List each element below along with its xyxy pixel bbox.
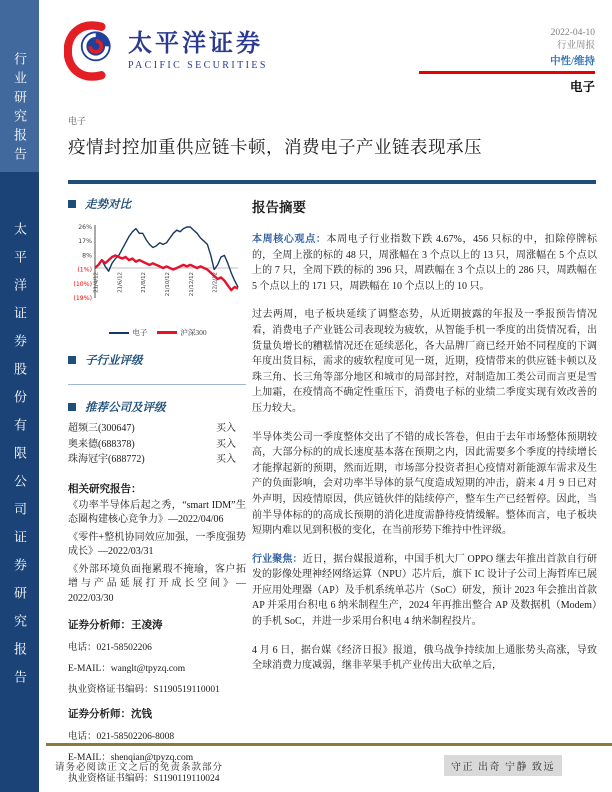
svg-text:21/10/12: 21/10/12: [165, 272, 171, 297]
brand-name-cn: 太平洋证券: [128, 31, 263, 57]
header-meta: [375, 27, 595, 95]
sidebar-bottom-band: [0, 172, 39, 792]
section-bullet-icon: [68, 403, 76, 411]
analyst-email: E-MAIL：wanglt@tpyzq.com: [68, 664, 186, 674]
company-rating: 买入: [216, 454, 236, 465]
logo-text: [128, 31, 268, 71]
industry-rating: 中性/维持: [550, 56, 595, 67]
recommended-companies: [68, 421, 246, 468]
svg-text:22/2/12: 22/2/12: [212, 272, 219, 293]
analyst-email: E-MAIL：shenqian@tpyzq.com: [68, 753, 194, 763]
legend-electronics-label: 电子: [132, 328, 148, 337]
svg-text:21/12/12: 21/12/12: [188, 272, 195, 297]
svg-text:21/6/12: 21/6/12: [117, 272, 124, 293]
summary-paragraph-3: 半导体类公司一季度整体交出了不错的成长答卷，但由于去年市场整体预期较高，大部分标的的成长速度基本落在预期之内，因此需要多个季度的持续增长才能撑起新的预期，然而近期，市场部分投资者担心疫情对新能源车需求及生产的负面影响，会对功率半导体的景气度造成短期的冲击，蔚来 4 月 9 日已对外声明，因疫情原因，供应链伙伴的陆续停产，整车生产已经暂停。因此，当前半导体标的的高成长预期的消化进度需静待疫情缓解。整体而言，电子板块短期内难以见到积极的变化，在当前形势下维持中性评级。: [252, 431, 597, 537]
analyst-cert: 执业资格证书编码：S1190519110001: [68, 685, 220, 695]
svg-text:(1%): (1%): [77, 266, 92, 274]
summary-paragraph-2: 过去两周，电子板块延续了调整态势，从近期披露的年报及一季报预告情况看，消费电子产业链公司表现较为疲软，从智能手机一季度的出货情况看，出货量负增长的糟糕情况还在延续恶化，各大品牌厂商已经开始不同程度的下调年度出货目标，需求的疲软程度可见一斑，近期，疫情带来的供应链卡顿以及珠三角、长三角等部分地区和城市的局部封控，对制造加工类公司而言更是雪上加霜，在疫情高不确定性重压下，消费电子标的业绩二季度实现有效改善的压力较大。: [252, 309, 597, 414]
companies-title: 推荐公司及评级: [85, 402, 166, 414]
trend-section-header: [68, 196, 246, 212]
page-title: 疫情封控加重供应链卡顿，消费电子产业链表现承压: [68, 137, 482, 157]
trend-chart-wrap: [70, 222, 246, 338]
legend-hs300-line-icon: [157, 331, 177, 334]
company-name: 珠海冠宇(688772): [68, 454, 145, 465]
related-report-item: 《外部环境负面拖累瑕不掩瑜，客户拓增与产品延展打开成长空间》—2022/03/30: [68, 563, 246, 604]
svg-text:21/8/12: 21/8/12: [141, 272, 148, 293]
weekly-view-lead: 本周核心观点：: [252, 234, 327, 245]
analyst-cert: 执业资格证书编码：S1190119110024: [68, 774, 220, 784]
summary-panel: [252, 196, 597, 687]
legend-hs300-label: 沪深300: [180, 328, 207, 337]
analyst-block: [68, 617, 246, 695]
footer-motto: 守正 出奇 宁静 致远: [444, 755, 562, 776]
company-rating: 买入: [216, 438, 236, 450]
weekly-view-text: 本周电子行业指数下跌 4.67%，456 只标的中，扣除停牌标的，全周上涨的标的 48 只，周涨幅在 3 个点以上的 13 只，周涨幅在 5 个点以上的 7 只，全周下跌的标的 396 只，周跌幅在 3 个点以上的 286 只，周跌幅在 5 个点以上的 171 只，周跌幅在 10 个点以上的 10 只。: [252, 234, 598, 292]
sub-industry-title: 子行业评级: [85, 355, 143, 367]
title-divider: [68, 180, 596, 184]
related-reports-title: 相关研究报告：: [68, 483, 142, 495]
chart-legend: [70, 327, 246, 338]
svg-text:8%: 8%: [82, 252, 92, 260]
svg-text:21/4/12: 21/4/12: [93, 272, 100, 293]
svg-text:(10%): (10%): [73, 280, 92, 288]
analyst-phone: 电话：021-58502206-8008: [68, 732, 175, 742]
logo-swirl-icon: [64, 20, 120, 82]
company-name: 超频三(300647): [68, 423, 135, 434]
sidebar-report-type-label: 行业研究报告: [12, 52, 27, 166]
analyst-name: 证券分析师：王凌涛: [68, 620, 163, 631]
report-date: 2022-04-10: [550, 28, 595, 38]
company-rating: 买入: [216, 423, 236, 434]
company-name: 奥来德(688378): [68, 438, 135, 450]
brand-name-en: PACIFIC SECURITIES: [128, 60, 268, 71]
analyst-phone: 电话：021-58502206: [68, 643, 152, 653]
footer-disclaimer: 请务必阅读正文之后的免责条款部分: [55, 763, 224, 773]
trend-comparison-chart: [70, 222, 242, 320]
industry-focus-text: 近日，据台媒报道称，中国手机大厂 OPPO 继去年推出首款自行研发的影像处理神经网络运算（NPU）芯片后，旗下 IC 设计子公司上海哲库已展开应用处理器（AP）及手机系统单芯片（SoC）研发，预计 2023 年会推出首款 AP 并采用台积电 6 纳米制程生产，2024 年再推出整合 AP 及数据机（Modem）的手机 SoC，并进一步采用台积电 4 纳米制程投片。: [252, 553, 598, 628]
industry-focus-lead: 行业聚焦：: [252, 553, 303, 565]
trend-section-title: 走势对比: [85, 199, 131, 211]
summary-title: 报告摘要: [252, 200, 306, 215]
pacific-securities-logo: [64, 20, 268, 82]
company-row: [68, 452, 246, 468]
svg-text:26%: 26%: [78, 224, 92, 231]
companies-section-header: [68, 399, 246, 415]
section-bullet-icon: [68, 200, 76, 208]
company-row: [68, 437, 246, 453]
sidebar: [0, 0, 39, 792]
sidebar-company-label: 太平洋证券股份有限公司证券研究报告: [12, 222, 27, 698]
legend-electronics-line-icon: [109, 332, 129, 334]
sidebar-top-band: [0, 0, 39, 172]
svg-text:17%: 17%: [78, 238, 92, 246]
related-report-item: 《功率半导体后起之秀，“smart IDM”生态圈构建核心竞争力》—2022/04/06: [68, 499, 246, 525]
svg-text:(19%): (19%): [73, 295, 92, 302]
section-bullet-icon: [68, 356, 76, 364]
analyst-name: 证券分析师：沈钱: [68, 709, 152, 720]
sub-industry-section-header: [68, 352, 246, 368]
sub-industry-rating-divider: [68, 371, 246, 385]
red-divider: [419, 71, 595, 74]
summary-paragraph-5: 4 月 6 日，据台媒《经济日报》报道，俄乌战争持续加上通胀势头高涨，导致全球消费力度减弱，继非苹果手机产业传出大砍单之后，: [252, 644, 597, 672]
industry-name: 电子: [569, 80, 595, 94]
related-report-item: 《零件+整机协同效应加强，一季度强势成长》—2022/03/31: [68, 531, 246, 557]
report-type: 行业周报: [556, 41, 595, 51]
left-panel: [68, 196, 246, 784]
summary-paragraph-1: [252, 232, 597, 294]
summary-paragraph-4: [252, 552, 597, 630]
footer-divider: [46, 743, 612, 746]
company-row: [68, 421, 246, 437]
category-label: 电子: [68, 116, 87, 126]
